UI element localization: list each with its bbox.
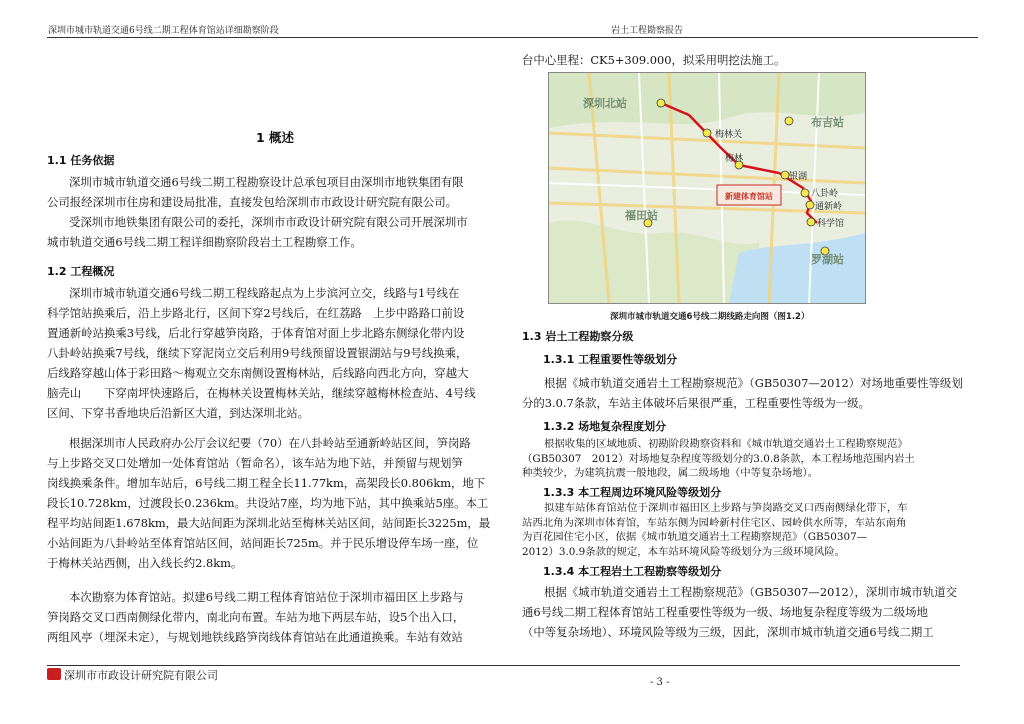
- text-line: 两组风亭（埋深未定），与规划地铁线路笋岗线体育馆站在此通道换乘。车站有效站: [47, 630, 463, 644]
- map-label-buji: 布吉站: [811, 116, 844, 129]
- text-line: 科学馆站换乘后，沿上步路北行，区间下穿2号线后，在红荔路 上步中路路口前设: [47, 306, 465, 320]
- section-1-2-body-3: [47, 587, 507, 647]
- header-rule: [47, 37, 978, 38]
- section-1-3-4-body: [522, 582, 974, 642]
- section-1-3-3-title: 1.3.3 本工程周边环境风险等级划分: [543, 486, 722, 499]
- station-mileage-line: 台中心里程：CK5+309.000，拟采用明挖法施工。: [522, 53, 786, 67]
- section-1-2-body: [47, 283, 507, 423]
- route-map-svg: [549, 73, 865, 303]
- section-1-3-2-body: [522, 437, 974, 481]
- section-1-3-title: 1.3 岩土工程勘察分级: [522, 330, 634, 343]
- footer-rule: [47, 665, 960, 666]
- text-line: 深圳市城市轨道交通6号线二期工程勘察设计总承包项目由深圳市地铁集团有限: [69, 175, 464, 189]
- route-map: [548, 72, 866, 304]
- map-label-shenzhen-north: 深圳北站: [583, 97, 627, 110]
- map-label-kexueguan: 科学馆: [817, 219, 845, 229]
- text-line: 后线路穿越山体于彩田路～梅观立交东南侧设置梅林站，后线路向西北方向，穿越大: [47, 366, 469, 380]
- text-line: 小站间距为八卦岭站至体育馆站区间，站间距长725m。并于民乐增设停车场一座，位: [47, 536, 479, 550]
- section-1-3-3-body: [522, 501, 974, 559]
- station-marker-baguaing: [801, 189, 809, 197]
- map-label-meilin: 梅林: [725, 154, 744, 164]
- header-left: 深圳市城市轨道交通6号线二期工程体育馆站详细勘察阶段: [48, 26, 279, 36]
- text-line: 与上步路交叉口处增加一处体育馆站（暂命名），该车站为地下站，并预留与规划笋: [47, 456, 463, 470]
- text-line: 受深圳市地铁集团有限公司的委托，深圳市市政设计研究院有限公司开展深圳市: [69, 215, 468, 229]
- text-line: 拟建车站体育馆站位于深圳市福田区上步路与笋岗路交叉口西南侧绿化带下，车: [544, 502, 908, 514]
- station-marker-tongxinling: [806, 201, 814, 209]
- text-line: 于梅林关站西侧，出入线长约2.8km。: [47, 556, 243, 570]
- section-1-3-4-title: 1.3.4 本工程岩土工程勘察等级划分: [543, 565, 722, 578]
- text-line: 区间、下穿书香地块后沿新区大道，到达深圳北站。: [47, 406, 309, 420]
- station-marker-meilinguan: [703, 129, 711, 137]
- section-1-2-title: 1.2 工程概况: [47, 265, 115, 278]
- text-line: 八卦岭站换乘7号线，继续下穿泥岗立交后利用9号线预留设置银湖站与9号线换乘，: [47, 346, 468, 360]
- section-1-3-1-body: [522, 373, 974, 413]
- footer-company-name: 深圳市市政设计研究院有限公司: [64, 669, 218, 682]
- text-line: 通6号线二期工程体育馆站工程重要性等级为一级、场地复杂程度等级为二级场地: [522, 605, 928, 619]
- text-line: 种类较少，为建筑抗震一般地段，属二级场地（中等复杂场地）。: [522, 467, 819, 479]
- section-1-3-2-title: 1.3.2 场地复杂程度划分: [543, 420, 667, 433]
- text-line: 根据《城市轨道交通岩土工程勘察规范》（GB50307—2012）对场地重要性等级划: [544, 376, 963, 390]
- text-line: 深圳市城市轨道交通6号线二期工程线路起点为上步滨河立交，线路与1号线在: [69, 286, 460, 300]
- chapter-title: 1 概述: [256, 130, 295, 145]
- station-marker-yinhu: [781, 171, 789, 179]
- section-1-1-title: 1.1 任务依据: [47, 154, 115, 167]
- text-line: 脑壳山 下穿南坪快速路后，在梅林关设置梅林关站，继续穿越梅林检查站、4号线: [47, 386, 476, 400]
- section-1-3-1-title: 1.3.1 工程重要性等级划分: [543, 353, 678, 366]
- text-line: 根据《城市轨道交通岩土工程勘察规范》（GB50307—2012），深圳市城市轨道交: [544, 585, 958, 599]
- section-1-2-body-2: [47, 433, 507, 573]
- text-line: 分的3.0.7条款，车站主体破坏后果很严重，工程重要性等级为一级。: [522, 396, 870, 410]
- map-label-tongxinling: 通新岭: [815, 202, 843, 212]
- map-label-yinhu: 银湖: [789, 172, 808, 182]
- page-number: - 3 -: [650, 677, 670, 688]
- text-line: 为百花园住宅小区，依据《城市轨道交通岩土工程勘察规范》（GB50307—: [522, 531, 868, 543]
- text-line: 2012）3.0.9条款的规定，本车站环境风险等级划分为三级环境风险。: [522, 545, 846, 558]
- text-line: 岗线换乘条件。增加车站后，6号线二期工程全长11.77km，高架段长0.806km，地下: [47, 476, 486, 490]
- text-line: 置通新岭站换乘3号线，后北行穿越笋岗路，于体育馆对面上步北路东侧绿化带内设: [47, 326, 465, 340]
- station-marker-kexueguan: [807, 218, 815, 226]
- text-line: （中等复杂场地）、环境风险等级为三级，因此，深圳市城市轨道交通6号线二期工: [522, 625, 934, 639]
- header-right: 岩土工程勘察报告: [611, 26, 684, 36]
- station-marker-shenzhen-north: [657, 99, 665, 107]
- text-line: 本次勘察为体育馆站。拟建6号线二期工程体育馆站位于深圳市福田区上步路与: [69, 590, 464, 604]
- text-line: 根据收集的区域地质、初勘阶段勘察资料和《城市轨道交通岩土工程勘察规范》: [544, 438, 908, 450]
- map-label-luohu: 罗湖站: [811, 253, 844, 266]
- text-line: （GB50307 2012）对场地复杂程度等级划分的3.0.8条款，本工程场地范围内岩土: [522, 452, 915, 465]
- text-line: 程平均站间距1.678km，最大站间距为深圳北站至梅林关站区间，站间距长3225m，最: [47, 516, 491, 530]
- map-label-baguaing: 八卦岭: [811, 189, 839, 199]
- text-line: 笋岗路交叉口西南侧绿化带内，南北向布置。车站为地下两层车站，设5个出入口，: [47, 610, 465, 624]
- company-logo-icon: [47, 668, 61, 680]
- text-line: 站西北角为深圳市体育馆，车站东侧为园岭新村住宅区、园岭供水所等，车站东南角: [522, 516, 907, 529]
- section-1-1-body: [47, 172, 507, 252]
- station-marker-buji: [785, 117, 793, 125]
- text-line: 公司报经深圳市住房和建设局批准，直接发包给深圳市市政设计研究院有限公司。: [47, 195, 458, 209]
- map-label-futian: 福田站: [625, 209, 658, 222]
- map-label-meilinguan: 梅林关: [715, 130, 743, 140]
- figure-caption: 深圳市城市轨道交通6号线二期线路走向图（图1.2）: [610, 312, 810, 322]
- text-line: 根据深圳市人民政府办公厅会议纪要（70）在八卦岭站至通新岭站区间，笋岗路: [69, 436, 471, 450]
- text-line: 城市轨道交通6号线二期工程详细勘察阶段岩土工程勘察工作。: [47, 235, 362, 249]
- text-line: 段长10.728km，过渡段长0.236km。共设站7座，均为地下站，其中换乘站5座。本工: [47, 496, 489, 510]
- map-label-new-station: 新建体育馆站: [725, 192, 773, 201]
